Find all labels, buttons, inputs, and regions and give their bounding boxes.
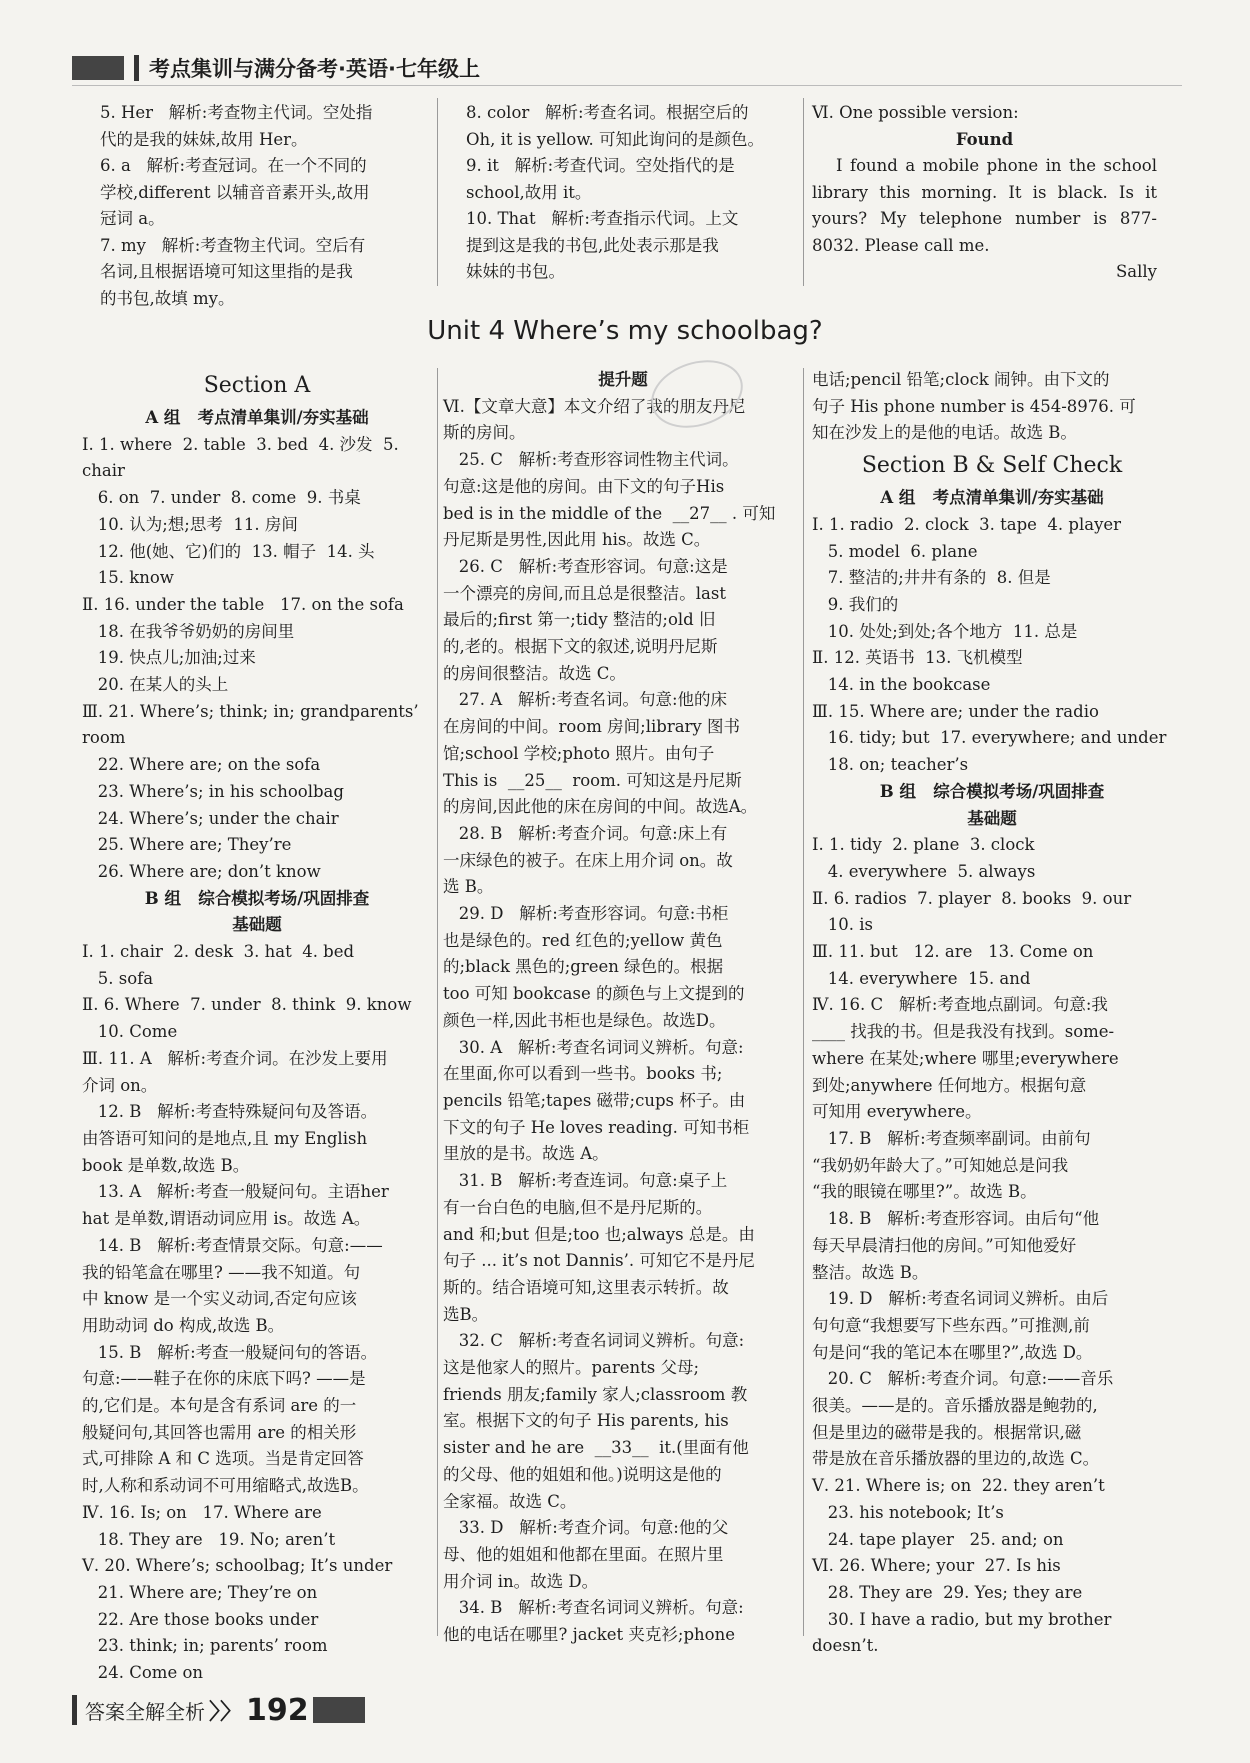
text-line: where 在某处;where 哪里;everywhere xyxy=(812,1048,1119,1068)
text-line: 5. Her 解析:考查物主代词。空处指 xyxy=(100,103,373,122)
text-line: 的父母、他的姐姐和他。)说明这是他的 xyxy=(443,1464,722,1484)
text-line: 全家福。故选 C。 xyxy=(443,1491,577,1511)
text-line: Ⅲ. 11. A 解析:考查介词。在沙发上要用 xyxy=(82,1048,388,1068)
text-line: Ⅱ. 12. 英语书 13. 飞机模型 xyxy=(812,648,1023,668)
text-line: 30. A 解析:考查名词词义辨析。句意: xyxy=(443,1037,744,1057)
column-divider xyxy=(437,98,438,286)
section-heading: Section B & Self Check xyxy=(861,453,1123,479)
text-line: 颜色一样,因此书柜也是绿色。故选D。 xyxy=(443,1010,726,1030)
text-line: 妹妹的书包。 xyxy=(466,262,565,281)
text-line: 一个漂亮的房间,而且总是很整洁。last xyxy=(443,583,726,603)
text-line: 33. D 解析:考查介词。句意:他的父 xyxy=(443,1518,729,1538)
text-line: 19. D 解析:考查名词词义辨析。由后 xyxy=(812,1289,1109,1309)
text-line: 21. Where are; They’re on xyxy=(82,1582,318,1602)
text-line: 到处;anywhere 任何地方。根据句意 xyxy=(812,1075,1087,1095)
text-line: 里放的是书。故选 A。 xyxy=(443,1144,609,1164)
text-line: 10. is xyxy=(812,915,873,935)
text-line: 9. it 解析:考查代词。空处指代的是 xyxy=(466,156,735,175)
answer-column-1 xyxy=(82,367,432,1687)
text-line: Ⅵ.【文章大意】本文介绍了我的朋友丹尼 xyxy=(443,396,746,416)
answer-column-3 xyxy=(812,367,1172,1660)
text-line: 代的是我的妹妹,故用 Her。 xyxy=(100,129,308,149)
text-line: 12. 他(她、它)们的 13. 帽子 14. 头 xyxy=(82,541,375,561)
text-line: 的房间,因此他的床在房间的中间。故选A。 xyxy=(443,797,758,817)
text-line: 最后的;first 第一;tidy 整洁的;old 旧 xyxy=(443,610,716,630)
text-line: 15. B 解析:考查一般疑问句的答语。 xyxy=(82,1342,378,1362)
text-line: 14. everywhere 15. and xyxy=(812,968,1031,988)
text-line: 他的电话在哪里? jacket 夹克衫;phone xyxy=(443,1625,735,1645)
text-line: 句子 ... it’s not Dannis’. 可知它不是丹尼 xyxy=(443,1251,755,1271)
text-line: 很美。——是的。音乐播放器是鲍勃的, xyxy=(812,1396,1098,1416)
text-line: 10. 认为;想;思考 11. 房间 xyxy=(82,514,298,534)
text-line: friends 朋友;family 家人;classroom 教 xyxy=(443,1384,748,1404)
text-line: 选B。 xyxy=(443,1304,489,1324)
text-line: 5. model 6. plane xyxy=(812,541,978,561)
top-column-3 xyxy=(812,100,1163,286)
text-line: 6. on 7. under 8. come 9. 书桌 xyxy=(82,488,361,508)
text-line: 带是放在音乐播放器的里边的,故选 C。 xyxy=(812,1449,1100,1469)
writing-signature: Sally xyxy=(1115,262,1157,281)
text-line: “我的眼镜在哪里?”。故选 B。 xyxy=(812,1182,1037,1202)
text-line: Ⅰ. 1. tidy 2. plane 3. clock xyxy=(812,835,1035,855)
text-line: 有一台白色的电脑,但不是丹尼斯的。 xyxy=(443,1197,713,1217)
text-line: Ⅱ. 6. Where 7. under 8. think 9. know xyxy=(82,995,412,1015)
text-line: 的房间很整洁。故选 C。 xyxy=(443,663,626,683)
text-line: 26. C 解析:考查形容词。句意:这是 xyxy=(443,556,728,576)
text-line: 8. color 解析:考查名词。根据空后的 xyxy=(466,103,749,122)
text-line: 15. know xyxy=(82,568,174,588)
subgroup-heading: 基础题 xyxy=(967,808,1017,828)
text-line: Ⅲ. 11. but 12. are 13. Come on xyxy=(812,942,1094,962)
text-line: 32. C 解析:考查名词词义辨析。句意: xyxy=(443,1331,745,1351)
writing-intro: Ⅵ. One possible version: xyxy=(812,103,1019,122)
text-line: 24. tape player 25. and; on xyxy=(812,1529,1064,1549)
text-line: 24. Come on xyxy=(82,1663,204,1683)
text-line: 由答语可知问的是地点,且 my English xyxy=(82,1128,368,1148)
page-footer xyxy=(72,1690,365,1730)
header-title: 考点集训与满分备考·英语·七年级上 xyxy=(149,57,480,81)
header-bar xyxy=(72,56,124,80)
text-line: 我的铅笔盒在哪里? ——我不知道。句 xyxy=(82,1262,361,1282)
text-line: 的书包,故填 my。 xyxy=(100,288,235,308)
text-line: 17. B 解析:考查频率副词。由前句 xyxy=(812,1128,1091,1148)
column-divider xyxy=(437,368,438,1636)
text-line: 18. They are 19. No; aren’t xyxy=(82,1529,336,1549)
text-line: 20. C 解析:考查介词。句意:——音乐 xyxy=(812,1369,1114,1389)
text-line: 25. C 解析:考查形容词性物主代词。 xyxy=(443,450,739,470)
text-line: Ⅰ. 1. radio 2. clock 3. tape 4. player xyxy=(812,514,1122,534)
text-line: hat 是单数,谓语动词应用 is。故选 A。 xyxy=(82,1209,371,1229)
text-line: 5. sofa xyxy=(82,968,154,988)
text-line: 13. A 解析:考查一般疑问句。主语her xyxy=(82,1182,389,1202)
footer-divider xyxy=(72,1695,77,1725)
text-line: 也是绿色的。red 红色的;yellow 黄色 xyxy=(443,930,723,950)
text-line: 介词 on。 xyxy=(82,1075,158,1095)
text-line: 22. Are those books under xyxy=(82,1609,319,1629)
text-line: 30. I have a radio, but my brother doesn’t. xyxy=(812,1609,1117,1656)
text-line: 一床绿色的被子。在床上用介词 on。故 xyxy=(443,850,733,870)
text-line: 提到这是我的书包,此处表示那是我 xyxy=(466,235,719,255)
text-line: Ⅲ. 21. Where’s; think; in; grandparents’ room xyxy=(82,701,424,748)
text-line: 电话;pencil 铅笔;clock 闹钟。由下文的 xyxy=(812,370,1110,389)
text-line: 式,可排除 A 和 C 选项。当是肯定回答 xyxy=(82,1449,364,1469)
text-line: Ⅱ. 6. radios 7. player 8. books 9. our xyxy=(812,888,1132,908)
text-line: 29. D 解析:考查形容词。句意:书柜 xyxy=(443,904,729,924)
text-line: 丹尼斯是男性,因此用 his。故选 C。 xyxy=(443,530,711,550)
text-line: 19. 快点儿;加油;过来 xyxy=(82,648,256,668)
text-line: 14. in the bookcase xyxy=(812,675,991,695)
text-line: 18. B 解析:考查形容词。由后句“他 xyxy=(812,1209,1100,1229)
text-line: book 是单数,故选 B。 xyxy=(82,1155,250,1175)
text-line: pencils 铅笔;tapes 磁带;cups 杯子。由 xyxy=(443,1090,746,1110)
text-line: and 和;but 但是;too 也;always 总是。由 xyxy=(443,1224,755,1244)
text-line: 的,老的。根据下文的叙述,说明丹尼斯 xyxy=(443,637,718,657)
unit-title: Unit 4 Where’s my schoolbag? xyxy=(427,316,823,346)
text-line: “我奶奶年龄大了。”可知她总是问我 xyxy=(812,1155,1069,1175)
text-line: 28. They are 29. Yes; they are xyxy=(812,1582,1083,1602)
writing-body: I found a mobile phone in the school library this morning. It is black. Is it yours? My telephone number is 877-8032. Please call me. xyxy=(812,156,1163,255)
text-line: 34. B 解析:考查名词词义辨析。句意: xyxy=(443,1598,744,1618)
text-line: Oh, it is yellow. 可知此询问的是颜色。 xyxy=(466,129,765,149)
text-line: 16. tidy; but 17. everywhere; and under xyxy=(812,728,1167,748)
top-column-2 xyxy=(466,100,796,286)
text-line: ____ 找我的书。但是我没有找到。some- xyxy=(812,1022,1115,1042)
header-divider xyxy=(134,55,139,81)
group-heading: A 组 考点清单集训/夯实基础 xyxy=(145,408,369,427)
text-line: 25. Where are; They’re xyxy=(82,835,292,855)
text-line: 31. B 解析:考查连词。句意:桌子上 xyxy=(443,1171,728,1191)
group-heading: A 组 考点清单集训/夯实基础 xyxy=(880,488,1104,508)
text-line: 在房间的中间。room 房间;library 图书 xyxy=(443,717,740,737)
text-line: Ⅵ. 26. Where; your 27. Is his xyxy=(812,1556,1061,1576)
text-line: 的;black 黑色的;green 绿色的。根据 xyxy=(443,957,724,977)
text-line: 9. 我们的 xyxy=(812,594,899,614)
text-line: bed is in the middle of the __27__ . 可知 xyxy=(443,503,776,523)
header-rule xyxy=(72,85,1182,86)
text-line: 23. think; in; parents’ room xyxy=(82,1636,328,1656)
text-line: 12. B 解析:考查特殊疑问句及答语。 xyxy=(82,1102,378,1122)
text-line: 20. 在某人的头上 xyxy=(82,675,229,695)
answer-column-2 xyxy=(443,367,803,1649)
text-line: 室。根据下文的句子 His parents, his xyxy=(443,1411,729,1431)
section-heading: Section A xyxy=(203,373,311,398)
text-line: 句意:——鞋子在你的床底下吗? ——是 xyxy=(82,1369,366,1389)
group-heading: B 组 综合模拟考场/巩固排查 xyxy=(144,888,370,908)
text-line: 冠词 a。 xyxy=(100,209,165,228)
text-line: 7. my 解析:考查物主代词。空后有 xyxy=(100,235,366,255)
text-line: 18. 在我爷爷奶奶的房间里 xyxy=(82,621,295,641)
text-line: 14. B 解析:考查情景交际。句意:—— xyxy=(82,1235,383,1255)
text-line: school,故用 it。 xyxy=(466,182,592,202)
text-line: 选 B。 xyxy=(443,877,494,897)
top-column-1 xyxy=(100,100,420,312)
text-line: 知在沙发上的是他的电话。故选 B。 xyxy=(812,423,1077,443)
text-line: 4. everywhere 5. always xyxy=(812,861,1036,881)
text-line: 馆;school 学校;photo 照片。由句子 xyxy=(443,743,715,763)
column-divider xyxy=(803,98,804,286)
text-line: This is __25__ room. 可知这是丹尼斯 xyxy=(443,770,742,790)
column-divider xyxy=(803,368,804,1636)
text-line: Ⅴ. 21. Where is; on 22. they aren’t xyxy=(812,1476,1105,1496)
text-line: 下文的句子 He loves reading. 可知书柜 xyxy=(443,1117,750,1137)
text-line: 句意:这是他的房间。由下文的句子His xyxy=(443,476,725,496)
text-line: 般疑问句,其回答也需用 are 的相关形 xyxy=(82,1422,357,1442)
text-line: 中 know 是一个实义动词,否定句应该 xyxy=(82,1289,357,1309)
text-line: 在里面,你可以看到一些书。books 书; xyxy=(443,1064,723,1084)
text-line: Ⅴ. 20. Where’s; schoolbag; It’s under xyxy=(82,1556,393,1576)
page-header xyxy=(72,52,480,84)
text-line: 22. Where are; on the sofa xyxy=(82,755,321,775)
subgroup-heading: 提升题 xyxy=(598,370,648,389)
text-line: Ⅳ. 16. Is; on 17. Where are xyxy=(82,1502,322,1522)
text-line: 10. 处处;到处;各个地方 11. 总是 xyxy=(812,621,1078,641)
text-line: 母、他的姐姐和他都在里面。在照片里 xyxy=(443,1544,724,1564)
text-line: too 可知 bookcase 的颜色与上文提到的 xyxy=(443,984,745,1004)
double-chevron-right-icon: 〉〉 xyxy=(209,1699,243,1725)
text-line: 每天早晨清扫他的房间。”可知他爱好 xyxy=(812,1235,1077,1255)
writing-title: Found xyxy=(955,129,1014,149)
text-line: Ⅰ. 1. where 2. table 3. bed 4. 沙发 5. chair xyxy=(82,434,405,481)
text-line: 23. his notebook; It’s xyxy=(812,1502,1004,1522)
text-line: Ⅰ. 1. chair 2. desk 3. hat 4. bed xyxy=(82,942,355,962)
text-line: 斯的。结合语境可知,这里表示转折。故 xyxy=(443,1277,729,1297)
text-line: 24. Where’s; under the chair xyxy=(82,808,339,828)
text-line: Ⅱ. 16. under the table 17. on the sofa xyxy=(82,594,404,614)
text-line: 句是问“我的笔记本在哪里?”,故选 D。 xyxy=(812,1342,1093,1362)
footer-label: 答案全解全析 xyxy=(85,1699,205,1724)
footer-bar xyxy=(313,1697,365,1723)
text-line: 学校,different 以辅音音素开头,故用 xyxy=(100,182,370,202)
text-line: 的,它们是。本句是含有系词 are 的一 xyxy=(82,1396,357,1416)
text-line: 18. on; teacher’s xyxy=(812,755,969,775)
text-line: 10. That 解析:考查指示代词。上文 xyxy=(466,209,739,228)
text-line: 6. a 解析:考查冠词。在一个不同的 xyxy=(100,156,367,175)
text-line: Ⅳ. 16. C 解析:考查地点副词。句意:我 xyxy=(812,995,1108,1015)
text-line: 28. B 解析:考查介词。句意:床上有 xyxy=(443,823,728,843)
text-line: sister and he are __33__ it.(里面有他 xyxy=(443,1438,749,1458)
text-line: 整洁。故选 B。 xyxy=(812,1262,929,1282)
text-line: 7. 整洁的;井井有条的 8. 但是 xyxy=(812,568,1051,588)
text-line: Ⅲ. 15. Where are; under the radio xyxy=(812,701,1099,721)
text-line: 句句意“我想要写下些东西。”可推测,前 xyxy=(812,1315,1090,1335)
text-line: 27. A 解析:考查名词。句意:他的床 xyxy=(443,690,728,710)
subgroup-heading: 基础题 xyxy=(232,915,282,935)
text-line: 用介词 in。故选 D。 xyxy=(443,1571,599,1591)
text-line: 用助动词 do 构成,故选 B。 xyxy=(82,1315,285,1335)
text-line: 23. Where’s; in his schoolbag xyxy=(82,781,344,801)
text-line: 但是里边的磁带是我的。根据常识,磁 xyxy=(812,1422,1082,1442)
text-line: 名词,且根据语境可知这里指的是我 xyxy=(100,262,353,281)
text-line: 10. Come xyxy=(82,1022,178,1042)
text-line: 可知用 everywhere。 xyxy=(812,1102,982,1122)
text-line: 斯的房间。 xyxy=(443,423,526,443)
text-line: 句子 His phone number is 454-8976. 可 xyxy=(812,396,1136,416)
group-heading: B 组 综合模拟考场/巩固排查 xyxy=(879,781,1105,801)
text-line: 这是他家人的照片。parents 父母; xyxy=(443,1358,700,1378)
text-line: 时,人称和系动词不可用缩略式,故选B。 xyxy=(82,1476,369,1496)
page-number: 192 xyxy=(246,1692,309,1728)
text-line: 26. Where are; don’t know xyxy=(82,861,321,881)
